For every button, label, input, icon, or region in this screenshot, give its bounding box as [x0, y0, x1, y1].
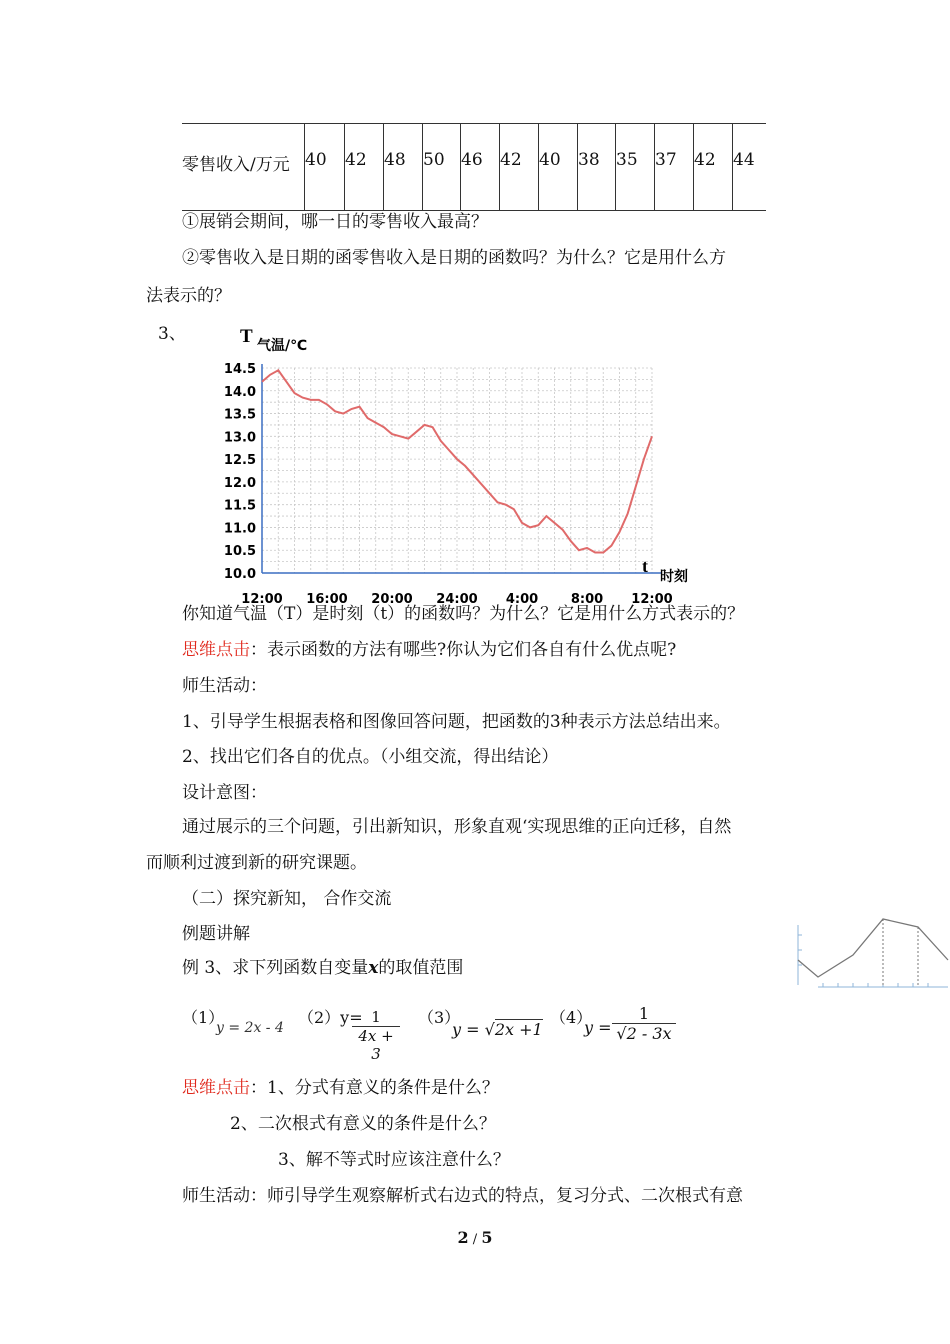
page-number [0, 1228, 950, 1247]
tip-2-line-3: 3、解不等式时应该注意什么？ [278, 1150, 510, 1170]
chart-question: 你知道气温（T）是时刻（t）的函数吗？为什么？它是用什么方式表示的？ [182, 604, 745, 624]
formula-3-lhs: y = [452, 1020, 485, 1039]
table-cell [383, 124, 423, 210]
formula-4-fraction [612, 1004, 676, 1043]
x-tick-label: 12:00 [241, 592, 283, 607]
y-tick-label: 12.0 [223, 475, 256, 491]
example-3-suffix: 的取值范围 [378, 958, 464, 978]
design-line-2: 而顺利过渡到新的研究课题。 [146, 853, 367, 873]
question-2-line1: ②零售收入是日期的函零售收入是日期的函数吗？为什么？它是用什么方 [182, 248, 726, 268]
y-tick-label: 14.0 [223, 384, 256, 400]
example-3 [182, 956, 463, 980]
formula-4-denominator [612, 1024, 676, 1043]
formula-1: y = 2x - 4 [216, 1020, 284, 1036]
table-cell [538, 124, 578, 210]
tip-2 [182, 1076, 499, 1100]
y-tick-label: 12.5 [223, 453, 256, 469]
tip-1 [182, 638, 676, 662]
x-tick-label: 4:00 [505, 592, 539, 607]
table-cell-value: 37 [655, 150, 677, 170]
table-cell-value: 42 [345, 150, 367, 170]
x-tick-label: 20:00 [371, 592, 413, 607]
design-line-1: 通过展示的三个问题，引出新知识，形象直观‘实现思维的正向迁移，自然 [182, 817, 732, 837]
formula-2-fraction [352, 1008, 400, 1063]
x-tick-label: 8:00 [570, 592, 604, 607]
sqrt-icon: √ [616, 1024, 627, 1043]
table-cell-value: 35 [616, 150, 638, 170]
tip-1-label: 思维点击 [182, 640, 250, 660]
formula-4-lhs: y = [584, 1018, 612, 1037]
table-cell-value: 44 [733, 150, 755, 170]
formula-1-label: （1） [182, 1008, 225, 1027]
tip-2-line-1: ：1、分式有意义的条件是什么？ [250, 1078, 499, 1098]
tip-1-text: ：表示函数的方法有哪些?你认为它们各自有什么优点呢? [250, 640, 677, 660]
table-cell-value: 42 [500, 150, 522, 170]
formula-4-numerator: 1 [638, 1004, 650, 1023]
x-axis-symbol: t [642, 556, 648, 576]
retail-income-table [182, 123, 766, 211]
table-cell [304, 124, 345, 210]
question-1: ①展销会期间，哪一日的零售收入最高？ [182, 212, 488, 232]
table-cell [499, 124, 539, 210]
y-tick-label: 13.0 [223, 430, 256, 446]
table-cell-value: 50 [423, 150, 445, 170]
formula-3-label: （3） [418, 1008, 461, 1027]
activity-2: 师生活动：师引导学生观察解析式右边式的特点，复习分式、二次根式有意 [182, 1186, 743, 1206]
page-separator: / [468, 1232, 482, 1247]
table-cell [654, 124, 694, 210]
table-cell-value: 38 [578, 150, 600, 170]
y-tick-label: 11.0 [223, 521, 256, 537]
table-cell [460, 124, 500, 210]
activity-1-label: 师生活动： [182, 676, 267, 696]
table-cell-value: 42 [694, 150, 716, 170]
example-3-prefix: 例 3、求下列函数自变量 [182, 958, 369, 978]
table-cell-value: 46 [461, 150, 483, 170]
table-cell [693, 124, 733, 210]
y-tick-label: 10.5 [223, 544, 256, 560]
x-tick-label: 16:00 [306, 592, 348, 607]
design-label: 设计意图： [182, 783, 267, 803]
table-cell [344, 124, 384, 210]
question-2-line2: 法表示的？ [146, 286, 231, 306]
page-total: 5 [481, 1228, 493, 1247]
examples-heading: 例题讲解 [182, 924, 250, 944]
formula-4-label: （4） [550, 1008, 593, 1027]
sqrt-icon: √ [484, 1020, 495, 1039]
formula-2-numerator: 1 [371, 1008, 381, 1026]
table-cell-value: 40 [539, 150, 561, 170]
chart-grid [262, 368, 652, 573]
table-cell [422, 124, 461, 210]
page-current: 2 [457, 1228, 469, 1247]
section-2-heading: （二）探究新知， 合作交流 [182, 889, 392, 909]
table-cell [732, 124, 767, 210]
activity-1-item-2: 2、找出它们各自的优点。（小组交流，得出结论） [182, 747, 559, 767]
table-cell [577, 124, 616, 210]
table-cell-value: 40 [305, 150, 327, 170]
y-axis-label: 气温/℃ [257, 338, 308, 354]
example-3-var: x [368, 958, 379, 978]
table-row-header: 零售收入/万元 [182, 155, 290, 175]
formula-3-radicand: 2x +1 [494, 1020, 543, 1039]
table-cell-value: 48 [384, 150, 406, 170]
y-tick-label: 13.5 [223, 407, 256, 423]
table-cell [615, 124, 655, 210]
formula-3 [452, 1018, 543, 1042]
activity-1-item-1: 1、引导学生根据表格和图像回答问题，把函数的3种表示方法总结出来。 [182, 712, 731, 732]
item-3-label: 3、 [158, 324, 186, 344]
decorative-graph [793, 915, 950, 993]
y-axis-symbol: T [240, 326, 253, 347]
y-tick-label: 14.5 [223, 362, 256, 377]
x-axis-label: 时刻 [660, 569, 688, 585]
formula-4-radicand: 2 - 3x [626, 1024, 672, 1043]
temperature-chart [210, 322, 710, 612]
tip-2-line-2: 2、二次根式有意义的条件是什么？ [230, 1114, 496, 1134]
x-tick-label: 12:00 [631, 592, 673, 607]
x-tick-label: 24:00 [436, 592, 478, 607]
chart-axes [262, 364, 662, 573]
y-tick-label: 10.0 [223, 567, 256, 582]
y-tick-label: 11.5 [223, 498, 256, 514]
formula-2-label: （2）y= [298, 1008, 363, 1027]
formula-2-denominator: 4x + 3 [358, 1027, 394, 1063]
tip-2-label: 思维点击 [182, 1078, 250, 1098]
